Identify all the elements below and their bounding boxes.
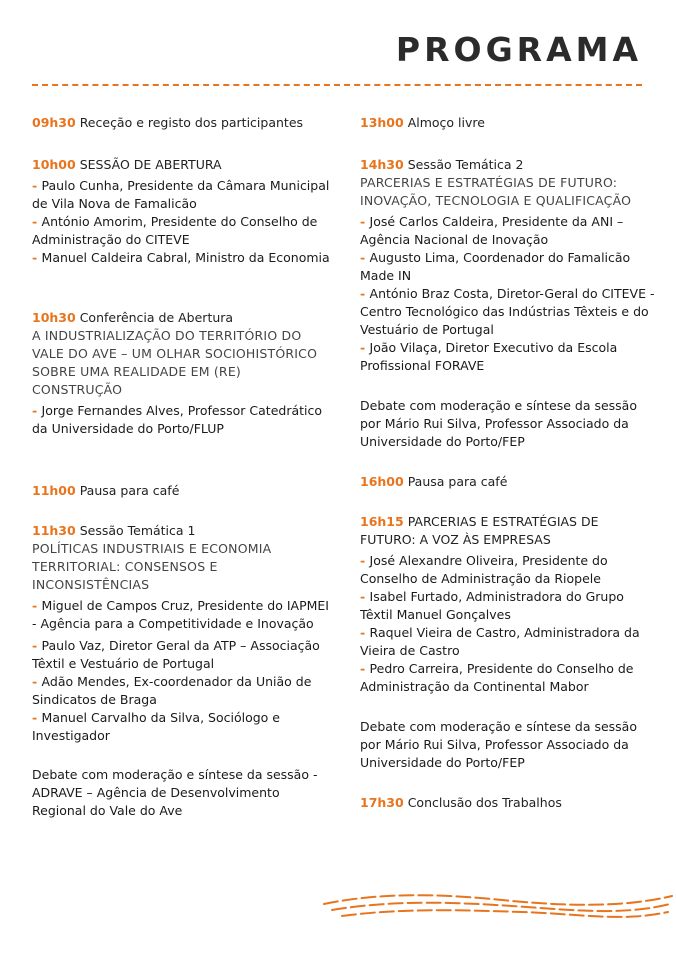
- entry-label: Almoço livre: [407, 115, 485, 130]
- program-entry: [360, 513, 658, 772]
- entry-label: Receção e registo dos participantes: [79, 115, 304, 130]
- entry-label: Sessão Temática 1: [79, 523, 196, 538]
- speaker-item: - Manuel Caldeira Cabral, Ministro da Economia: [32, 250, 330, 265]
- program-entry: [32, 156, 332, 267]
- program-entry: [32, 309, 332, 438]
- program-entry: [360, 114, 658, 132]
- program-entry: [32, 114, 332, 132]
- entry-label: Conferência de Abertura: [79, 310, 234, 325]
- speaker-item: - Manuel Carvalho da Silva, Sociólogo e Investigador: [32, 710, 280, 743]
- entry-label: Pausa para café: [79, 483, 180, 498]
- decorative-wave-lines: [322, 888, 674, 928]
- speaker-item: - Raquel Vieira de Castro, Administradora da Vieira de Castro: [360, 625, 640, 658]
- speaker-item: - Adão Mendes, Ex-coordenador da União de Sindicatos de Braga: [32, 674, 312, 707]
- debate-note: Debate com moderação e síntese da sessão - ADRAVE – Agência de Desenvolvimento Regional do Vale do Ave: [32, 767, 318, 818]
- entry-time: 13h00: [360, 115, 404, 130]
- program-entry: [32, 482, 332, 500]
- entry-time: 11h00: [32, 483, 76, 498]
- entry-label: Conclusão dos Trabalhos: [407, 795, 562, 810]
- entry-time: 11h30: [32, 523, 76, 538]
- speaker-item: - António Braz Costa, Diretor-Geral do CITEVE - Centro Tecnológico das Indústrias Têxteis e do Vestuário de Portugal: [360, 286, 655, 337]
- entry-time: 16h15: [360, 514, 404, 529]
- title-divider: [32, 84, 642, 86]
- speaker-item: - Jorge Fernandes Alves, Professor Catedrático da Universidade do Porto/FLUP: [32, 403, 323, 436]
- entry-time: 10h30: [32, 310, 76, 325]
- speaker-item: - Miguel de Campos Cruz, Presidente do IAPMEI - Agência para a Competitividade e Inovação: [32, 598, 329, 631]
- entry-subtitle: PARCERIAS E ESTRATÉGIAS DE FUTURO: INOVAÇÃO, TECNOLOGIA E QUALIFICAÇÃO: [360, 175, 632, 208]
- program-entry: [360, 794, 658, 812]
- program-entry: [360, 473, 658, 491]
- program-entry: [32, 522, 332, 820]
- debate-note: Debate com moderação e síntese da sessão por Mário Rui Silva, Professor Associado da Universidade do Porto/FEP: [360, 719, 637, 770]
- program-entry: [360, 156, 658, 451]
- entry-label: Sessão Temática 2: [407, 157, 524, 172]
- speaker-item: - José Alexandre Oliveira, Presidente do Conselho de Administração da Riopele: [360, 553, 608, 586]
- entry-label: Pausa para café: [407, 474, 508, 489]
- program-column-right: [360, 114, 658, 812]
- speaker-item: - António Amorim, Presidente do Conselho de Administração do CITEVE: [32, 214, 318, 247]
- speaker-item: - Isabel Furtado, Administradora do Grupo Têxtil Manuel Gonçalves: [360, 589, 624, 622]
- entry-time: 17h30: [360, 795, 404, 810]
- speaker-item: - João Vilaça, Diretor Executivo da Escola Profissional FORAVE: [360, 340, 618, 373]
- page-title: PROGRAMA: [395, 30, 642, 69]
- entry-subtitle: POLÍTICAS INDUSTRIAIS E ECONOMIA TERRITORIAL: CONSENSOS E INCONSISTÊNCIAS: [32, 541, 272, 592]
- speaker-item: - Pedro Carreira, Presidente do Conselho de Administração da Continental Mabor: [360, 661, 634, 694]
- entry-time: 14h30: [360, 157, 404, 172]
- entry-time: 10h00: [32, 157, 76, 172]
- entry-time: 09h30: [32, 115, 76, 130]
- speaker-item: - Paulo Vaz, Diretor Geral da ATP – Associação Têxtil e Vestuário de Portugal: [32, 638, 320, 671]
- entry-subtitle: A INDUSTRIALIZAÇÃO DO TERRITÓRIO DO VALE DO AVE – UM OLHAR SOCIOHISTÓRICO SOBRE UMA REALIDADE EM (RE) CONSTRUÇÃO: [32, 328, 318, 397]
- program-column-left: [32, 114, 332, 820]
- debate-note: Debate com moderação e síntese da sessão por Mário Rui Silva, Professor Associado da Universidade do Porto/FEP: [360, 398, 637, 449]
- speaker-item: - Paulo Cunha, Presidente da Câmara Municipal de Vila Nova de Famalicão: [32, 178, 330, 211]
- speaker-item: - José Carlos Caldeira, Presidente da ANI – Agência Nacional de Inovação: [360, 214, 624, 247]
- entry-label: SESSÃO DE ABERTURA: [79, 157, 222, 172]
- entry-time: 16h00: [360, 474, 404, 489]
- speaker-item: - Augusto Lima, Coordenador do Famalicão Made IN: [360, 250, 631, 283]
- entry-label: PARCERIAS E ESTRATÉGIAS DE FUTURO: A VOZ ÀS EMPRESAS: [360, 514, 599, 547]
